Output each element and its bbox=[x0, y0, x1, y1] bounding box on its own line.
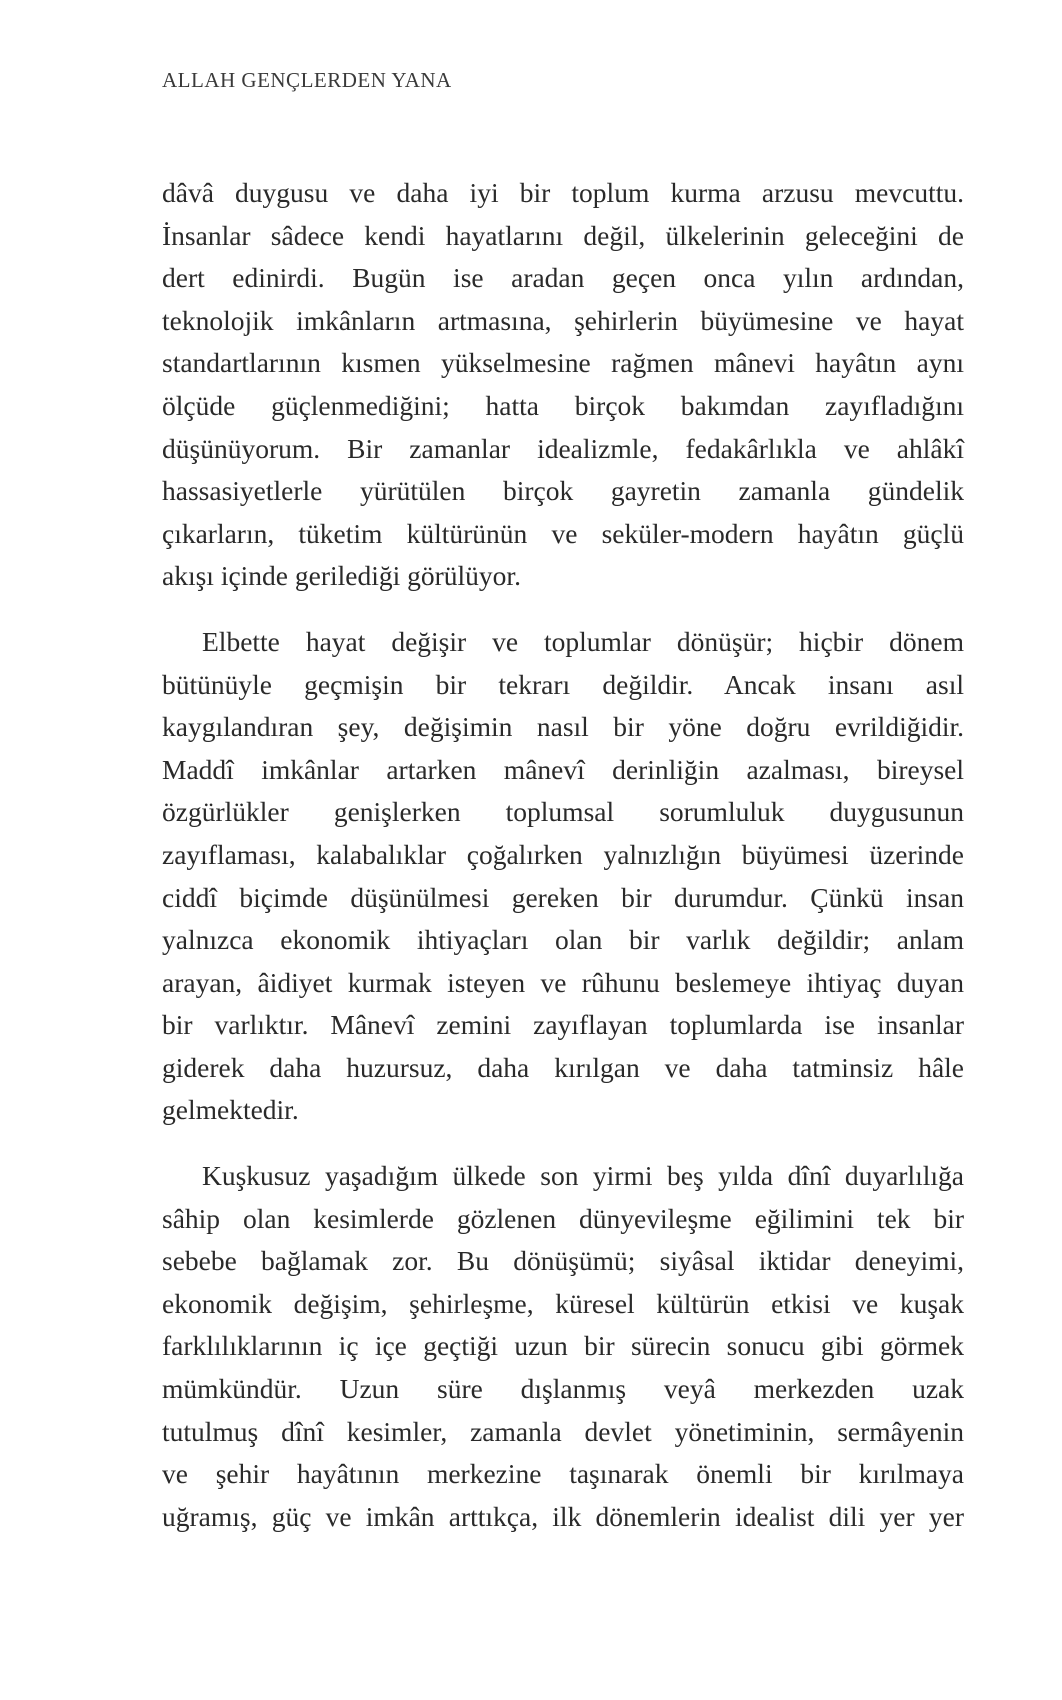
text-line: ölçüde güçlenmediğini; hatta birçok bakımdan zayıfladığını bbox=[162, 389, 964, 421]
text-line: sebebe bağlamak zor. Bu dönüşümü; siyâsal iktidar deneyimi, bbox=[162, 1245, 964, 1277]
body-text bbox=[162, 172, 964, 1538]
text-line: giderek daha huzursuz, daha kırılgan ve daha tatminsiz hâle bbox=[162, 1051, 964, 1083]
text-line: Maddî imkânlar artarken mânevî derinliğin azalması, bireysel bbox=[162, 753, 964, 785]
text-line: dert edinirdi. Bugün ise aradan geçen onca yılın ardından, bbox=[162, 262, 964, 294]
running-header: ALLAH GENÇLERDEN YANA bbox=[162, 68, 452, 92]
text-line: Elbette hayat değişir ve toplumlar dönüşür; hiçbir dönem bbox=[202, 625, 964, 657]
text-line: gelmektedir. bbox=[162, 1094, 299, 1126]
text-line: ve şehir hayâtının merkezine taşınarak önemli bir kırılmaya bbox=[162, 1458, 964, 1490]
text-line: akışı içinde gerilediği görülüyor. bbox=[162, 560, 521, 592]
text-line: standartlarının kısmen yükselmesine rağmen mânevi hayâtın aynı bbox=[162, 347, 964, 379]
text-line: tutulmuş dînî kesimler, zamanla devlet yönetiminin, sermâyenin bbox=[162, 1415, 964, 1447]
paragraph-2 bbox=[162, 621, 964, 1132]
text-line: düşünüyorum. Bir zamanlar idealizmle, fedakârlıkla ve ahlâkî bbox=[162, 432, 964, 464]
text-line: yalnızca ekonomik ihtiyaçları olan bir varlık değildir; anlam bbox=[162, 924, 964, 956]
text-line: ciddî biçimde düşünülmesi gereken bir durumdur. Çünkü insan bbox=[162, 881, 964, 913]
text-line: çıkarların, tüketim kültürünün ve seküler-modern hayâtın güçlü bbox=[162, 517, 964, 549]
paragraph-3 bbox=[162, 1155, 964, 1538]
text-line: Kuşkusuz yaşadığım ülkede son yirmi beş yılda dînî duyarlılığa bbox=[202, 1160, 964, 1192]
text-line: İnsanlar sâdece kendi hayatlarını değil, ülkelerinin geleceğini de bbox=[162, 219, 964, 251]
text-line: ekonomik değişim, şehirleşme, küresel kültürün etkisi ve kuşak bbox=[162, 1287, 964, 1319]
text-line: bir varlıktır. Mânevî zemini zayıflayan toplumlarda ise insanlar bbox=[162, 1009, 964, 1041]
text-line: özgürlükler genişlerken toplumsal sorumluluk duygusunun bbox=[162, 796, 964, 828]
paragraph-1 bbox=[162, 172, 964, 598]
text-line: farklılıklarının iç içe geçtiği uzun bir sürecin sonucu gibi görmek bbox=[162, 1330, 964, 1362]
text-line: dâvâ duygusu ve daha iyi bir toplum kurma arzusu mevcuttu. bbox=[162, 177, 964, 208]
text-line: bütünüyle geçmişin bir tekrarı değildir. Ancak insanı asıl bbox=[162, 668, 964, 700]
text-line: kaygılandıran şey, değişimin nasıl bir yöne doğru evrildiğidir. bbox=[162, 711, 964, 743]
text-line: zayıflaması, kalabalıklar çoğalırken yalnızlığın büyümesi üzerinde bbox=[162, 838, 964, 870]
text-line: teknolojik imkânların artmasına, şehirlerin büyümesine ve hayat bbox=[162, 304, 964, 336]
text-line: arayan, âidiyet kurmak isteyen ve rûhunu beslemeye ihtiyaç duyan bbox=[162, 966, 964, 998]
text-line: mümkündür. Uzun süre dışlanmış veyâ merkezden uzak bbox=[162, 1373, 964, 1405]
text-line: uğramış, güç ve imkân arttıkça, ilk dönemlerin idealist dili yer yer bbox=[162, 1500, 964, 1532]
text-line: hassasiyetlerle yürütülen birçok gayretin zamanla gündelik bbox=[162, 475, 964, 507]
text-line: sâhip olan kesimlerde gözlenen dünyevileşme eğilimini tek bir bbox=[162, 1202, 964, 1234]
